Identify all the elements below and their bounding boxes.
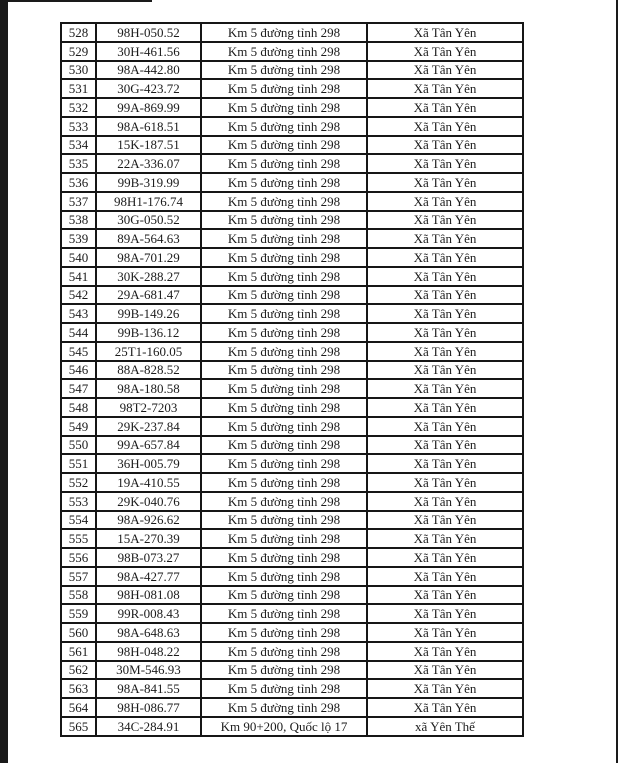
row-number-cell: 530 <box>61 61 96 80</box>
plate-cell: 98A-926.62 <box>96 511 201 530</box>
plate-cell: 98T2-7203 <box>96 398 201 417</box>
plate-cell: 15A-270.39 <box>96 529 201 548</box>
page-right-edge-artifact <box>616 0 618 763</box>
table-row <box>61 511 523 530</box>
commune-cell: Xã Tân Yên <box>367 604 523 623</box>
table-row <box>61 661 523 680</box>
row-number-cell: 550 <box>61 436 96 455</box>
row-number-cell: 560 <box>61 623 96 642</box>
plate-cell: 98A-648.63 <box>96 623 201 642</box>
table-row <box>61 623 523 642</box>
table-row <box>61 304 523 323</box>
row-number-cell: 531 <box>61 79 96 98</box>
commune-cell: Xã Tân Yên <box>367 567 523 586</box>
location-cell: Km 5 đường tỉnh 298 <box>201 623 367 642</box>
commune-cell: Xã Tân Yên <box>367 454 523 473</box>
row-number-cell: 555 <box>61 529 96 548</box>
location-cell: Km 5 đường tỉnh 298 <box>201 473 367 492</box>
plate-cell: 98H1-176.74 <box>96 192 201 211</box>
license-plate-table <box>60 22 524 737</box>
plate-cell: 98H-086.77 <box>96 698 201 717</box>
plate-cell: 98A-180.58 <box>96 379 201 398</box>
location-cell: Km 5 đường tỉnh 298 <box>201 136 367 155</box>
commune-cell: Xã Tân Yên <box>367 661 523 680</box>
plate-cell: 29K-237.84 <box>96 417 201 436</box>
table-row <box>61 679 523 698</box>
location-cell: Km 5 đường tỉnh 298 <box>201 548 367 567</box>
plate-cell: 29A-681.47 <box>96 286 201 305</box>
location-cell: Km 5 đường tỉnh 298 <box>201 661 367 680</box>
commune-cell: Xã Tân Yên <box>367 117 523 136</box>
table-row <box>61 267 523 286</box>
commune-cell: Xã Tân Yên <box>367 286 523 305</box>
row-number-cell: 549 <box>61 417 96 436</box>
location-cell: Km 5 đường tỉnh 298 <box>201 248 367 267</box>
table-row <box>61 454 523 473</box>
plate-cell: 98A-701.29 <box>96 248 201 267</box>
plate-cell: 19A-410.55 <box>96 473 201 492</box>
table-row <box>61 398 523 417</box>
location-cell: Km 5 đường tỉnh 298 <box>201 267 367 286</box>
plate-cell: 99B-319.99 <box>96 173 201 192</box>
table-row <box>61 154 523 173</box>
location-cell: Km 5 đường tỉnh 298 <box>201 286 367 305</box>
plate-cell: 98H-048.22 <box>96 642 201 661</box>
table-row <box>61 604 523 623</box>
row-number-cell: 534 <box>61 136 96 155</box>
location-cell: Km 5 đường tỉnh 298 <box>201 304 367 323</box>
commune-cell: Xã Tân Yên <box>367 229 523 248</box>
row-number-cell: 543 <box>61 304 96 323</box>
location-cell: Km 5 đường tỉnh 298 <box>201 642 367 661</box>
commune-cell: Xã Tân Yên <box>367 361 523 380</box>
location-cell: Km 5 đường tỉnh 298 <box>201 323 367 342</box>
table-row <box>61 548 523 567</box>
location-cell: Km 5 đường tỉnh 298 <box>201 492 367 511</box>
row-number-cell: 554 <box>61 511 96 530</box>
table-row <box>61 98 523 117</box>
table-row <box>61 379 523 398</box>
table-row <box>61 42 523 61</box>
row-number-cell: 559 <box>61 604 96 623</box>
table-row <box>61 248 523 267</box>
row-number-cell: 553 <box>61 492 96 511</box>
plate-cell: 98H-081.08 <box>96 586 201 605</box>
commune-cell: xã Yên Thế <box>367 717 523 736</box>
plate-cell: 29K-040.76 <box>96 492 201 511</box>
commune-cell: Xã Tân Yên <box>367 342 523 361</box>
location-cell: Km 5 đường tỉnh 298 <box>201 417 367 436</box>
plate-cell: 98A-442.80 <box>96 61 201 80</box>
row-number-cell: 564 <box>61 698 96 717</box>
plate-cell: 30H-461.56 <box>96 42 201 61</box>
row-number-cell: 558 <box>61 586 96 605</box>
table-row <box>61 173 523 192</box>
location-cell: Km 5 đường tỉnh 298 <box>201 604 367 623</box>
row-number-cell: 562 <box>61 661 96 680</box>
location-cell: Km 5 đường tỉnh 298 <box>201 117 367 136</box>
location-cell: Km 5 đường tỉnh 298 <box>201 98 367 117</box>
commune-cell: Xã Tân Yên <box>367 529 523 548</box>
commune-cell: Xã Tân Yên <box>367 473 523 492</box>
location-cell: Km 5 đường tỉnh 298 <box>201 379 367 398</box>
plate-cell: 89A-564.63 <box>96 229 201 248</box>
table-row <box>61 192 523 211</box>
table-row <box>61 79 523 98</box>
plate-cell: 88A-828.52 <box>96 361 201 380</box>
commune-cell: Xã Tân Yên <box>367 379 523 398</box>
location-cell: Km 5 đường tỉnh 298 <box>201 529 367 548</box>
location-cell: Km 5 đường tỉnh 298 <box>201 361 367 380</box>
commune-cell: Xã Tân Yên <box>367 98 523 117</box>
location-cell: Km 5 đường tỉnh 298 <box>201 398 367 417</box>
row-number-cell: 528 <box>61 23 96 42</box>
row-number-cell: 532 <box>61 98 96 117</box>
commune-cell: Xã Tân Yên <box>367 417 523 436</box>
commune-cell: Xã Tân Yên <box>367 61 523 80</box>
location-cell: Km 5 đường tỉnh 298 <box>201 79 367 98</box>
row-number-cell: 556 <box>61 548 96 567</box>
plate-cell: 98A-427.77 <box>96 567 201 586</box>
plate-cell: 99R-008.43 <box>96 604 201 623</box>
commune-cell: Xã Tân Yên <box>367 586 523 605</box>
location-cell: Km 5 đường tỉnh 298 <box>201 698 367 717</box>
location-cell: Km 5 đường tỉnh 298 <box>201 679 367 698</box>
table-row <box>61 342 523 361</box>
table-row <box>61 473 523 492</box>
location-cell: Km 5 đường tỉnh 298 <box>201 192 367 211</box>
row-number-cell: 557 <box>61 567 96 586</box>
commune-cell: Xã Tân Yên <box>367 248 523 267</box>
location-cell: Km 5 đường tỉnh 298 <box>201 567 367 586</box>
plate-cell: 98B-073.27 <box>96 548 201 567</box>
plate-cell: 99B-149.26 <box>96 304 201 323</box>
commune-cell: Xã Tân Yên <box>367 304 523 323</box>
commune-cell: Xã Tân Yên <box>367 267 523 286</box>
table-row <box>61 642 523 661</box>
plate-cell: 99A-657.84 <box>96 436 201 455</box>
plate-cell: 30M-546.93 <box>96 661 201 680</box>
commune-cell: Xã Tân Yên <box>367 698 523 717</box>
commune-cell: Xã Tân Yên <box>367 642 523 661</box>
row-number-cell: 541 <box>61 267 96 286</box>
location-cell: Km 5 đường tỉnh 298 <box>201 154 367 173</box>
row-number-cell: 546 <box>61 361 96 380</box>
row-number-cell: 538 <box>61 211 96 230</box>
table-row <box>61 586 523 605</box>
plate-cell: 30G-423.72 <box>96 79 201 98</box>
page-left-edge-artifact <box>0 0 8 763</box>
commune-cell: Xã Tân Yên <box>367 623 523 642</box>
table-row <box>61 229 523 248</box>
location-cell: Km 5 đường tỉnh 298 <box>201 173 367 192</box>
plate-cell: 15K-187.51 <box>96 136 201 155</box>
commune-cell: Xã Tân Yên <box>367 136 523 155</box>
table-row <box>61 286 523 305</box>
row-number-cell: 563 <box>61 679 96 698</box>
location-cell: Km 5 đường tỉnh 298 <box>201 61 367 80</box>
table-row <box>61 717 523 736</box>
table-row <box>61 567 523 586</box>
plate-cell: 98H-050.52 <box>96 23 201 42</box>
plate-cell: 34C-284.91 <box>96 717 201 736</box>
table-row <box>61 436 523 455</box>
row-number-cell: 561 <box>61 642 96 661</box>
row-number-cell: 529 <box>61 42 96 61</box>
commune-cell: Xã Tân Yên <box>367 79 523 98</box>
row-number-cell: 544 <box>61 323 96 342</box>
location-cell: Km 5 đường tỉnh 298 <box>201 586 367 605</box>
row-number-cell: 533 <box>61 117 96 136</box>
plate-cell: 25T1-160.05 <box>96 342 201 361</box>
row-number-cell: 542 <box>61 286 96 305</box>
row-number-cell: 545 <box>61 342 96 361</box>
commune-cell: Xã Tân Yên <box>367 492 523 511</box>
location-cell: Km 5 đường tỉnh 298 <box>201 342 367 361</box>
location-cell: Km 5 đường tỉnh 298 <box>201 436 367 455</box>
location-cell: Km 5 đường tỉnh 298 <box>201 511 367 530</box>
table-row <box>61 492 523 511</box>
row-number-cell: 540 <box>61 248 96 267</box>
row-number-cell: 536 <box>61 173 96 192</box>
plate-cell: 99B-136.12 <box>96 323 201 342</box>
commune-cell: Xã Tân Yên <box>367 211 523 230</box>
page-top-edge-artifact <box>0 0 152 2</box>
commune-cell: Xã Tân Yên <box>367 398 523 417</box>
table-row <box>61 323 523 342</box>
commune-cell: Xã Tân Yên <box>367 23 523 42</box>
row-number-cell: 547 <box>61 379 96 398</box>
location-cell: Km 5 đường tỉnh 298 <box>201 23 367 42</box>
row-number-cell: 537 <box>61 192 96 211</box>
plate-table-body <box>61 23 523 736</box>
commune-cell: Xã Tân Yên <box>367 323 523 342</box>
commune-cell: Xã Tân Yên <box>367 548 523 567</box>
table-row <box>61 23 523 42</box>
commune-cell: Xã Tân Yên <box>367 173 523 192</box>
table-row <box>61 698 523 717</box>
table-row <box>61 61 523 80</box>
row-number-cell: 548 <box>61 398 96 417</box>
commune-cell: Xã Tân Yên <box>367 436 523 455</box>
plate-cell: 98A-841.55 <box>96 679 201 698</box>
plate-cell: 30K-288.27 <box>96 267 201 286</box>
table-row <box>61 136 523 155</box>
row-number-cell: 535 <box>61 154 96 173</box>
commune-cell: Xã Tân Yên <box>367 154 523 173</box>
row-number-cell: 551 <box>61 454 96 473</box>
table-row <box>61 361 523 380</box>
table-row <box>61 529 523 548</box>
table-row <box>61 417 523 436</box>
commune-cell: Xã Tân Yên <box>367 42 523 61</box>
row-number-cell: 552 <box>61 473 96 492</box>
row-number-cell: 565 <box>61 717 96 736</box>
plate-cell: 30G-050.52 <box>96 211 201 230</box>
plate-cell: 98A-618.51 <box>96 117 201 136</box>
location-cell: Km 5 đường tỉnh 298 <box>201 42 367 61</box>
commune-cell: Xã Tân Yên <box>367 192 523 211</box>
commune-cell: Xã Tân Yên <box>367 679 523 698</box>
location-cell: Km 5 đường tỉnh 298 <box>201 229 367 248</box>
table-row <box>61 117 523 136</box>
plate-cell: 22A-336.07 <box>96 154 201 173</box>
location-cell: Km 90+200, Quốc lộ 17 <box>201 717 367 736</box>
location-cell: Km 5 đường tỉnh 298 <box>201 454 367 473</box>
row-number-cell: 539 <box>61 229 96 248</box>
plate-cell: 99A-869.99 <box>96 98 201 117</box>
commune-cell: Xã Tân Yên <box>367 511 523 530</box>
plate-cell: 36H-005.79 <box>96 454 201 473</box>
location-cell: Km 5 đường tỉnh 298 <box>201 211 367 230</box>
table-row <box>61 211 523 230</box>
